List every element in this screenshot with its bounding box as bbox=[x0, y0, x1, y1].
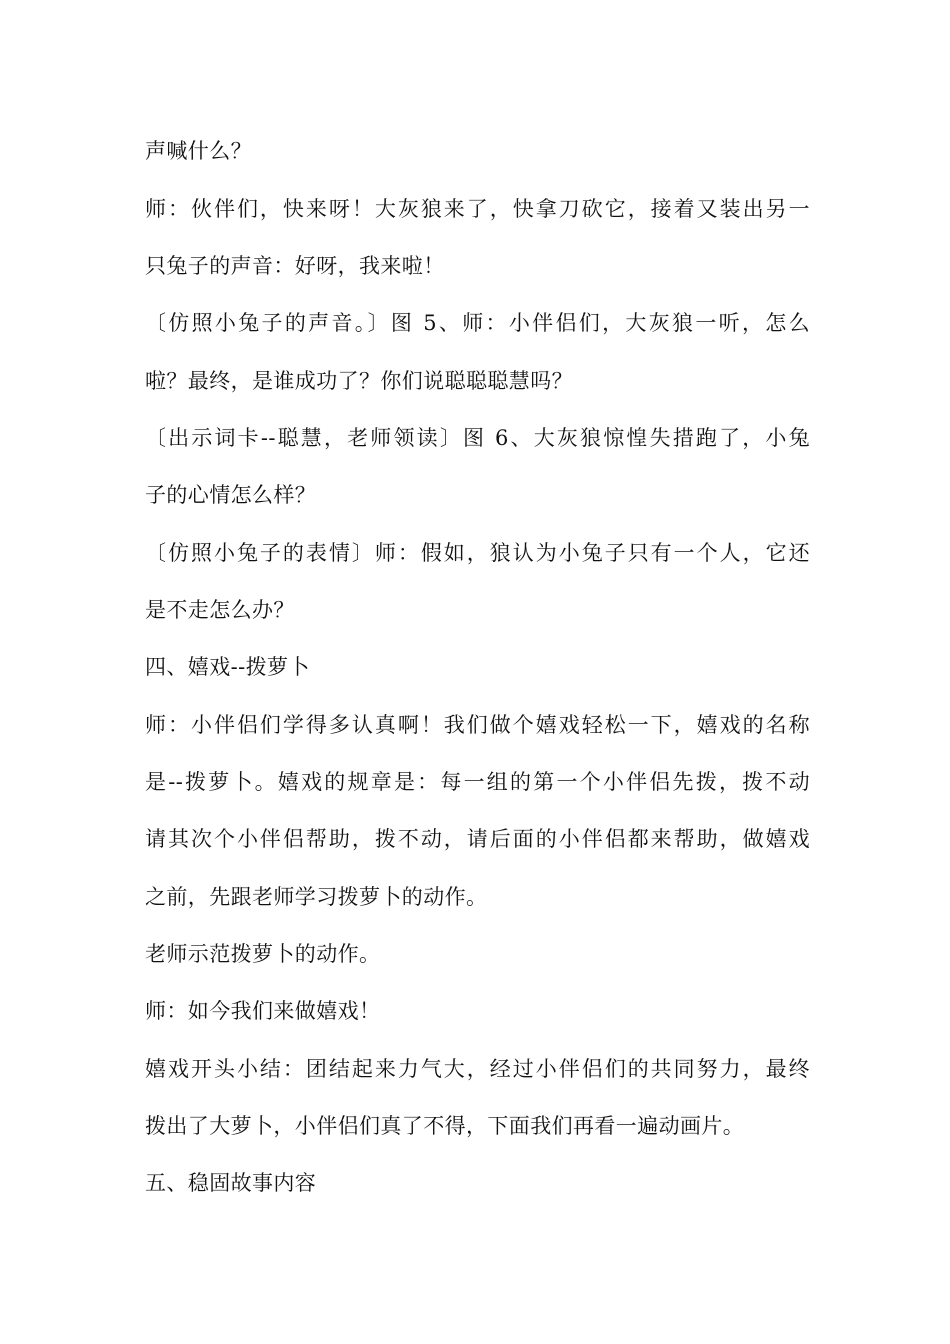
section-heading: 四、嬉戏--拨萝卜 bbox=[145, 655, 310, 679]
text-line: 声喊什么？ bbox=[145, 139, 252, 163]
text-line: 啦？最终，是谁成功了？你们说聪聪聪慧吗？ bbox=[145, 369, 573, 393]
text-line: 〔仿照小兔子的表情〕师：假如，狼认为小兔子只有一个人，它还 bbox=[145, 541, 810, 565]
text-line: 是--拨萝卜。嬉戏的规章是：每一组的第一个小伴侣先拨，拨不动 bbox=[145, 770, 810, 794]
text-line: 师：小伴侣们学得多认真啊！我们做个嬉戏轻松一下，嬉戏的名称 bbox=[145, 713, 810, 737]
text-line: 〔仿照小兔子的声音。〕图 5、师：小伴侣们，大灰狼一听，怎么 bbox=[145, 311, 810, 335]
text-line: 老师示范拨萝卜的动作。 bbox=[145, 942, 381, 966]
section-heading: 五、稳固故事内容 bbox=[145, 1171, 317, 1195]
text-line: 之前，先跟老师学习拨萝卜的动作。 bbox=[145, 885, 488, 909]
text-line: 只兔子的声音：好呀，我来啦！ bbox=[145, 254, 445, 278]
text-line: 子的心情怎么样？ bbox=[145, 483, 317, 507]
text-line: 〔出示词卡--聪慧，老师领读〕图 6、大灰狼惊惶失措跑了，小兔 bbox=[145, 426, 810, 450]
text-line: 请其次个小伴侣帮助，拨不动，请后面的小伴侣都来帮助，做嬉戏 bbox=[145, 827, 810, 851]
text-line: 师：伙伴们，快来呀！大灰狼来了，快拿刀砍它，接着又装出另一 bbox=[145, 197, 810, 221]
text-line: 嬉戏开头小结：团结起来力气大，经过小伴侣们的共同努力，最终 bbox=[145, 1057, 810, 1081]
text-line: 是不走怎么办？ bbox=[145, 598, 295, 622]
text-line: 拨出了大萝卜，小伴侣们真了不得，下面我们再看一遍动画片。 bbox=[145, 1114, 745, 1138]
text-line: 师：如今我们来做嬉戏！ bbox=[145, 999, 381, 1023]
